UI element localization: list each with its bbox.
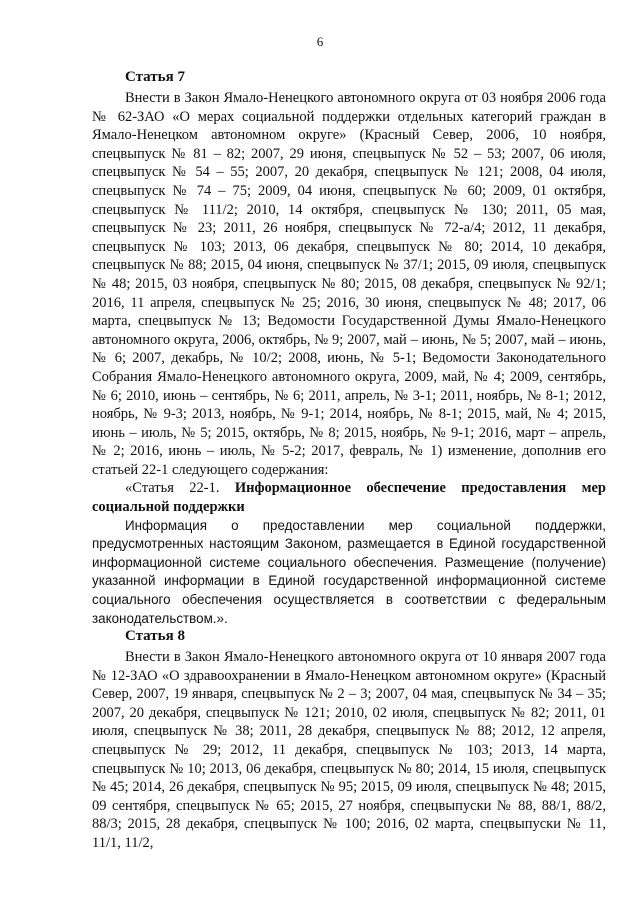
- article-22-1-title: Информационное обеспечение предоставления мер социальной поддержки: [92, 480, 606, 516]
- article-22-1-body: Информация о предоставлении мер социальной поддержки, предусмотренных настоящим Законом, размещается в Единой государственной информационной системе социального обеспечения. Размещение (получение) указанной информации в Единой государственной информационной системе социального обеспечения осуществляется в соответствии с федеральным законодательством.».: [92, 517, 606, 626]
- article-8-body: Внести в Закон Ямало-Ненецкого автономного округа от 10 января 2007 года № 12-ЗАО «О здравоохранении в Ямало-Ненецком автономном округе» (Красный Север, 2007, 19 января, спецвыпуск № 2 – 3; 2007, 04 мая, спецвыпуск № 34 – 35; 2007, 20 декабря, спецвыпуск № 121; 2010, 02 июля, спецвыпуск № 82; 2011, 01 июля, спецвыпуск № 38; 2011, 28 декабря, спецвыпуск № 88; 2012, 12 апреля, спецвыпуск № 29; 2012, 11 декабря, спецвыпуск № 103; 2013, 14 марта, спецвыпуск № 10; 2013, 06 декабря, спецвыпуск № 80; 2014, 15 июля, спецвыпуск № 45; 2014, 26 декабря, спецвыпуск № 95; 2015, 09 июля, спецвыпуск № 48; 2015, 09 сентября, спецвыпуск № 65; 2015, 27 ноября, спецвыпуски № 88, 88/1, 88/2, 88/3; 2015, 28 декабря, спецвыпуск № 100; 2016, 02 марта, спецвыпуски № 11, 11/1, 11/2,: [92, 649, 606, 851]
- page-number: 6: [316, 34, 324, 49]
- article-7: [92, 68, 606, 628]
- article-22-1-title-line: [92, 479, 606, 516]
- article-8-heading: Статья 8: [125, 628, 185, 644]
- article-7-heading: Статья 7: [125, 69, 185, 85]
- article-22-1-quote: [92, 479, 606, 628]
- article-7-body: Внести в Закон Ямало-Ненецкого автономного округа от 03 ноября 2006 года № 62-ЗАО «О мерах социальной поддержки отдельных категорий граждан в Ямало-Ненецком автономном округе» (Красный Север, 2006, 10 ноября, спецвыпуск № 81 – 82; 2007, 29 июня, спецвыпуск № 52 – 53; 2007, 06 июля, спецвыпуск № 54 – 55; 2007, 20 декабря, спецвыпуск № 121; 2008, 04 июля, спецвыпуск № 74 – 75; 2009, 04 июня, спецвыпуск № 60; 2009, 01 октября, спецвыпуск № 111/2; 2010, 14 октября, спецвыпуск № 130; 2011, 05 мая, спецвыпуск № 23; 2011, 26 ноября, спецвыпуск № 72-а/4; 2012, 11 декабря, спецвыпуск № 103; 2013, 06 декабря, спецвыпуск № 80; 2014, 10 декабря, спецвыпуск № 88; 2015, 04 июня, спецвыпуск № 37/1; 2015, 09 июля, спецвыпуск № 48; 2015, 03 ноября, спецвыпуск № 80; 2015, 08 декабря, спецвыпуск № 92/1; 2016, 11 апреля, спецвыпуск № 25; 2016, 30 июня, спецвыпуск № 48; 2017, 06 марта, спецвыпуск № 13; Ведомости Государственной Думы Ямало-Ненецкого автономного округа, 2006, октябрь, № 9; 2007, май – июнь, № 5; 2007, май – июнь, № 6; 2007, декабрь, № 10/2; 2008, июнь, № 5-1; Ведомости Законодательного Собрания Ямало-Ненецкого автономного округа, 2009, май, № 4; 2009, сентябрь, № 6; 2010, июнь – сентябрь, № 6; 2011, апрель, № 3-1; 2011, ноябрь, № 8-1; 2012, ноябрь, № 9-3; 2013, ноябрь, № 9-1; 2014, ноябрь, № 8-1; 2015, май, № 4; 2015, июнь – июль, № 5; 2015, октябрь, № 8; 2015, ноябрь, № 9-1; 2016, март – апрель, № 2; 2016, июнь – июль, № 5-2; 2017, февраль, № 1) изменение, дополнив его статьей 22-1 следующего содержания:: [92, 90, 606, 478]
- article-22-1-prefix: «Статья 22-1.: [125, 480, 235, 497]
- article-8: [92, 627, 606, 853]
